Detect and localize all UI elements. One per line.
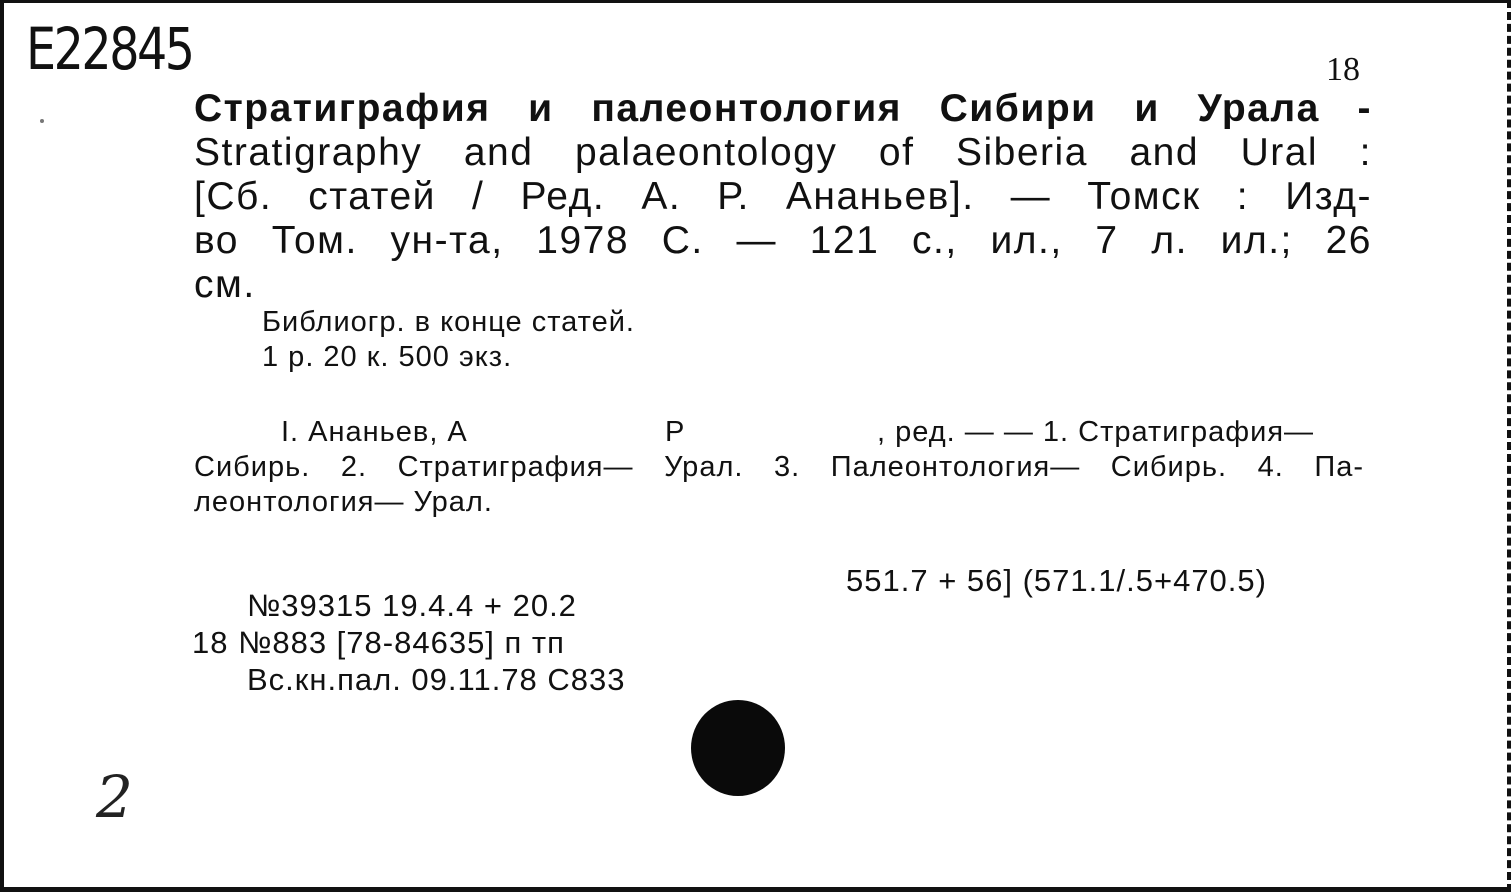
size-line: см. xyxy=(194,263,256,306)
speck xyxy=(40,119,44,123)
subject-line-3: леонтология— Урал. xyxy=(194,486,493,518)
call-number: E22845 xyxy=(26,15,193,83)
publication-line: [Сб. статей / Ред. А. Р. Ананьев]. — Томск : Изд- xyxy=(194,175,1372,218)
publication-details: во Том. ун-та, 1978 С. — 121 с., ил., 7 л. ил.; 26 xyxy=(194,219,1372,262)
accession-line-3: Вс.кн.пал. 09.11.78 С833 xyxy=(247,662,626,697)
notes xyxy=(262,305,635,375)
bibliography-note: Библиогр. в конце статей. xyxy=(262,306,635,338)
subject-line-1 xyxy=(194,415,1364,450)
price-note: 1 р. 20 к. 500 экз. xyxy=(262,341,513,373)
subject-line-2: Сибирь. 2. Стратиграфия— Урал. 3. Палеонтология— Сибирь. 4. Па- xyxy=(194,451,1364,483)
classification-number: 551.7 + 56] (571.1/.5+470.5) xyxy=(846,563,1267,598)
subject-heading-1: , ред. — — 1. Стратиграфия— xyxy=(877,416,1315,448)
accession-line-2: 18 №883 [78-84635] п тп xyxy=(192,625,565,660)
title-english: Stratigraphy and palaeontology of Siberia and Ural : xyxy=(194,131,1372,174)
title-russian: Стратиграфия и палеонтология Сибири и Урала - xyxy=(194,87,1372,130)
editor-name: I. Ананьев, А xyxy=(281,416,468,448)
bibliographic-description xyxy=(194,87,1372,307)
handwritten-mark: 2 xyxy=(96,763,133,831)
punch-hole xyxy=(691,700,785,796)
page-number: 18 xyxy=(1326,51,1360,88)
subject-headings xyxy=(194,415,1364,520)
accession-line-1: №39315 19.4.4 + 20.2 xyxy=(247,588,577,623)
editor-initial: Р xyxy=(665,416,686,448)
accession-info xyxy=(192,587,626,698)
